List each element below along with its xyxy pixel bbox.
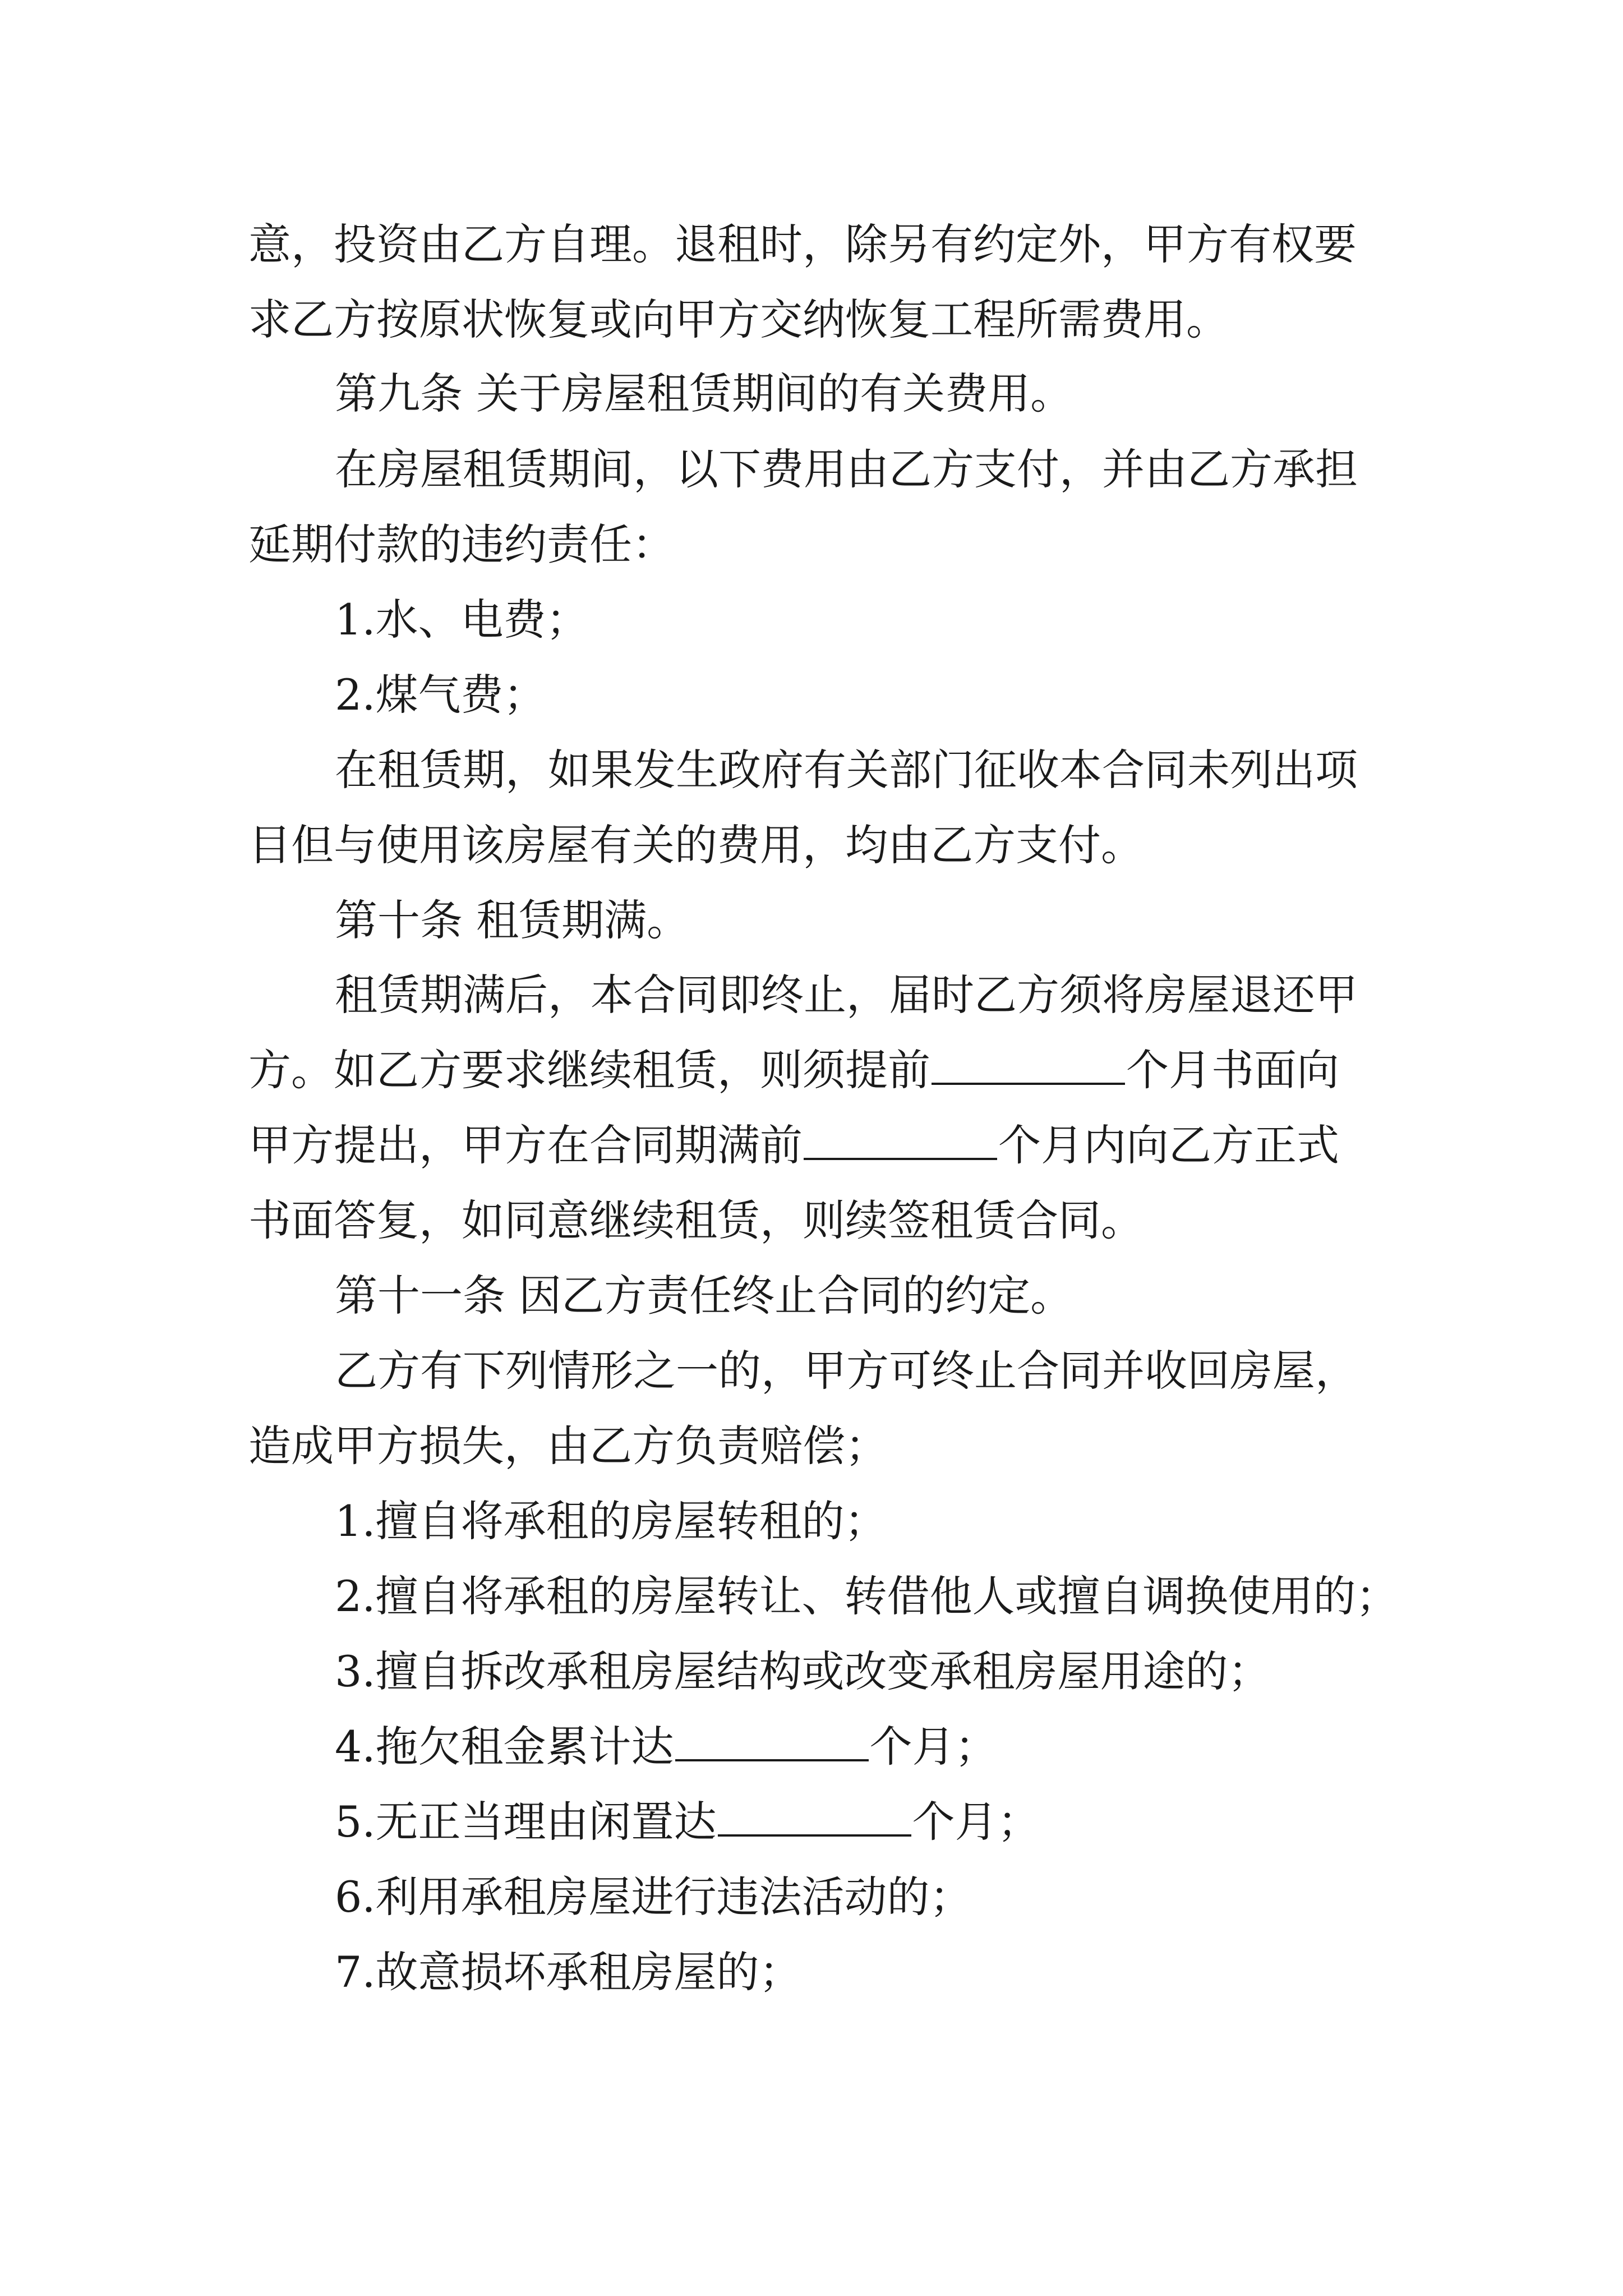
line-text: 4.拖欠租金累计达 bbox=[335, 1722, 674, 1772]
line-text: 求乙方按原状恢复或向甲方交纳恢复工程所需费用。 bbox=[248, 295, 1229, 344]
fill-in-blank bbox=[718, 1795, 911, 1837]
line-text: 乙方有下列情形之一的，甲方可终止合同并收回房屋， bbox=[335, 1346, 1358, 1396]
line-text: 在租赁期，如果发生政府有关部门征收本合同未列出项 bbox=[335, 745, 1358, 795]
text-line bbox=[248, 292, 1393, 348]
line-text: 造成甲方损失，由乙方负责赔偿； bbox=[248, 1421, 888, 1471]
list-item bbox=[335, 1944, 1393, 2000]
line-text: 个月； bbox=[869, 1722, 998, 1772]
text-line bbox=[248, 1193, 1393, 1249]
text-line bbox=[248, 817, 1393, 873]
line-text: 7.故意损坏承租房屋的； bbox=[335, 1947, 802, 1997]
text-line bbox=[248, 517, 1393, 573]
article-heading bbox=[335, 1268, 1393, 1324]
text-line bbox=[248, 217, 1393, 273]
line-text: 1.水、电费； bbox=[335, 595, 589, 645]
text-line bbox=[248, 1117, 1393, 1174]
line-text: 方。如乙方要求继续租赁，则须提前 bbox=[248, 1045, 930, 1095]
fill-in-blank bbox=[804, 1119, 997, 1160]
text-line bbox=[248, 1418, 1393, 1474]
line-text: 2.擅自将承租的房屋转让、转借他人或擅自调换使用的； bbox=[335, 1571, 1399, 1621]
line-text: 5.无正当理由闲置达 bbox=[335, 1797, 717, 1847]
line-text: 1.擅自将承租的房屋转租的； bbox=[335, 1496, 887, 1546]
line-text: 延期付款的违约责任： bbox=[248, 519, 675, 569]
line-text: 意，投资由乙方自理。退租时，除另有约定外，甲方有权要 bbox=[248, 219, 1357, 269]
line-text: 3.擅自拆改承租房屋结构或改变承租房屋用途的； bbox=[335, 1646, 1271, 1696]
line-text: 个月内向乙方正式 bbox=[998, 1120, 1339, 1170]
line-text: 租赁期满后，本合同即终止，届时乙方须将房屋退还甲 bbox=[335, 970, 1358, 1020]
fill-in-blank bbox=[932, 1043, 1125, 1085]
text-line bbox=[335, 742, 1393, 798]
line-text: 第十一条 因乙方责任终止合同的约定。 bbox=[335, 1271, 1073, 1320]
line-text: 6.利用承租房屋进行违法活动的； bbox=[335, 1872, 972, 1922]
list-item bbox=[335, 592, 1393, 648]
text-line bbox=[335, 1343, 1393, 1399]
list-item bbox=[335, 1869, 1393, 1925]
list-item bbox=[335, 1568, 1399, 1625]
line-text: 在房屋租赁期间，以下费用由乙方支付，并由乙方承担 bbox=[335, 444, 1358, 494]
fill-in-blank bbox=[675, 1720, 869, 1761]
line-text: 个月书面向 bbox=[1126, 1045, 1339, 1095]
list-item bbox=[335, 1644, 1393, 1700]
line-text: 目但与使用该房屋有关的费用，均由乙方支付。 bbox=[248, 820, 1144, 870]
article-heading bbox=[335, 366, 1393, 422]
article-heading bbox=[335, 892, 1393, 949]
list-item bbox=[335, 1794, 1393, 1850]
text-line bbox=[248, 1042, 1393, 1098]
line-text: 个月； bbox=[912, 1797, 1040, 1847]
list-item bbox=[335, 1719, 1393, 1775]
list-item bbox=[335, 667, 1393, 723]
line-text: 甲方提出，甲方在合同期满前 bbox=[248, 1120, 803, 1170]
text-line bbox=[335, 441, 1393, 498]
text-line bbox=[335, 967, 1393, 1023]
line-text: 第九条 关于房屋租赁期间的有关费用。 bbox=[335, 369, 1073, 418]
line-text: 2.煤气费； bbox=[335, 670, 546, 720]
line-text: 第十条 租赁期满。 bbox=[335, 895, 690, 945]
line-text: 书面答复，如同意继续租赁，则续签租赁合同。 bbox=[248, 1195, 1144, 1245]
list-item bbox=[335, 1493, 1393, 1549]
